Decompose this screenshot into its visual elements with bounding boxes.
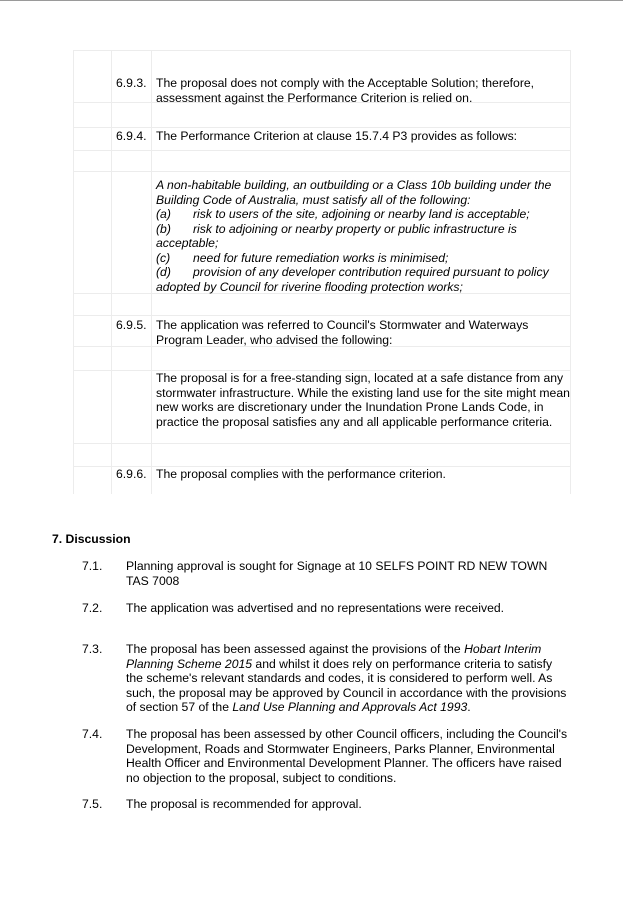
clause-number: 6.9.6.	[116, 467, 147, 481]
clause-number: 6.9.4.	[116, 129, 147, 143]
discussion-text: The proposal has been assessed against the provisions of the Hobart Interim Planning Scheme 2015 and whilst it does rely on performance criteria to satisfy the scheme's relevant standards and codes, it is considered to perform well. As such, the proposal may be approved by Council in accordance with the provisions of section 57 of the Land Use Planning and Approvals Act 1993.	[126, 642, 567, 714]
stormwater-advice: The proposal is for a free-standing sign, located at a safe distance from any stormwater infrastructure. While the existing land use for the site might mean new works are discretionary under the Inundation Prone Lands Code, in practice the proposal satisfies any and all applicable performance criteria.	[156, 371, 570, 429]
discussion-number: 7.3.	[82, 642, 103, 656]
clause-text: The proposal complies with the performance criterion.	[156, 467, 446, 481]
clause-number: 6.9.3.	[116, 76, 147, 90]
quote-item: (c) need for future remediation works is minimised;	[156, 250, 449, 265]
quote-intro: A non-habitable building, an outbuilding or a Class 10b building under the Building Code of Australia, must satisfy all of the following:	[156, 178, 552, 207]
quote-item: (b) risk to adjoining or nearby property or public infrastructure is acceptable;	[156, 221, 517, 250]
clause-text: The Performance Criterion at clause 15.7.4 P3 provides as follows:	[156, 129, 518, 143]
page-top-border	[0, 0, 623, 1]
performance-criterion-quote	[156, 178, 574, 294]
quote-item: (d) provision of any developer contribution required pursuant to policy adopted by Council for riverine flooding protection works;	[156, 265, 549, 294]
act-title: Land Use Planning and Approvals Act 1993	[232, 700, 468, 714]
section-heading: 7. Discussion	[52, 532, 131, 546]
clause-number: 6.9.5.	[116, 318, 147, 332]
discussion-text: Planning approval is sought for Signage at 10 SELFS POINT RD NEW TOWN TAS 7008	[126, 559, 548, 588]
quote-item: (a) risk to users of the site, adjoining or nearby land is acceptable;	[156, 207, 530, 221]
discussion-text: The application was advertised and no representations were received.	[126, 601, 505, 615]
discussion-number: 7.1.	[82, 559, 103, 573]
discussion-number: 7.2.	[82, 601, 103, 615]
clause-text: The application was referred to Council's Stormwater and Waterways Program Leader, who advised the following:	[156, 318, 529, 347]
discussion-number: 7.4.	[82, 727, 103, 741]
discussion-text: The proposal is recommended for approval.	[126, 797, 362, 811]
discussion-text: The proposal has been assessed by other Council officers, including the Council's Development, Roads and Stormwater Engineers, Parks Planner, Environmental Health Officer and Environmental Development Planner. The officers have raised no objection to the proposal, subject to conditions.	[126, 727, 568, 785]
discussion-number: 7.5.	[82, 797, 103, 811]
clause-text: The proposal does not comply with the Acceptable Solution; therefore, assessment against the Performance Criterion is relied on.	[156, 76, 535, 105]
scheme-title: Hobart Interim Planning Scheme 2015	[126, 642, 542, 671]
